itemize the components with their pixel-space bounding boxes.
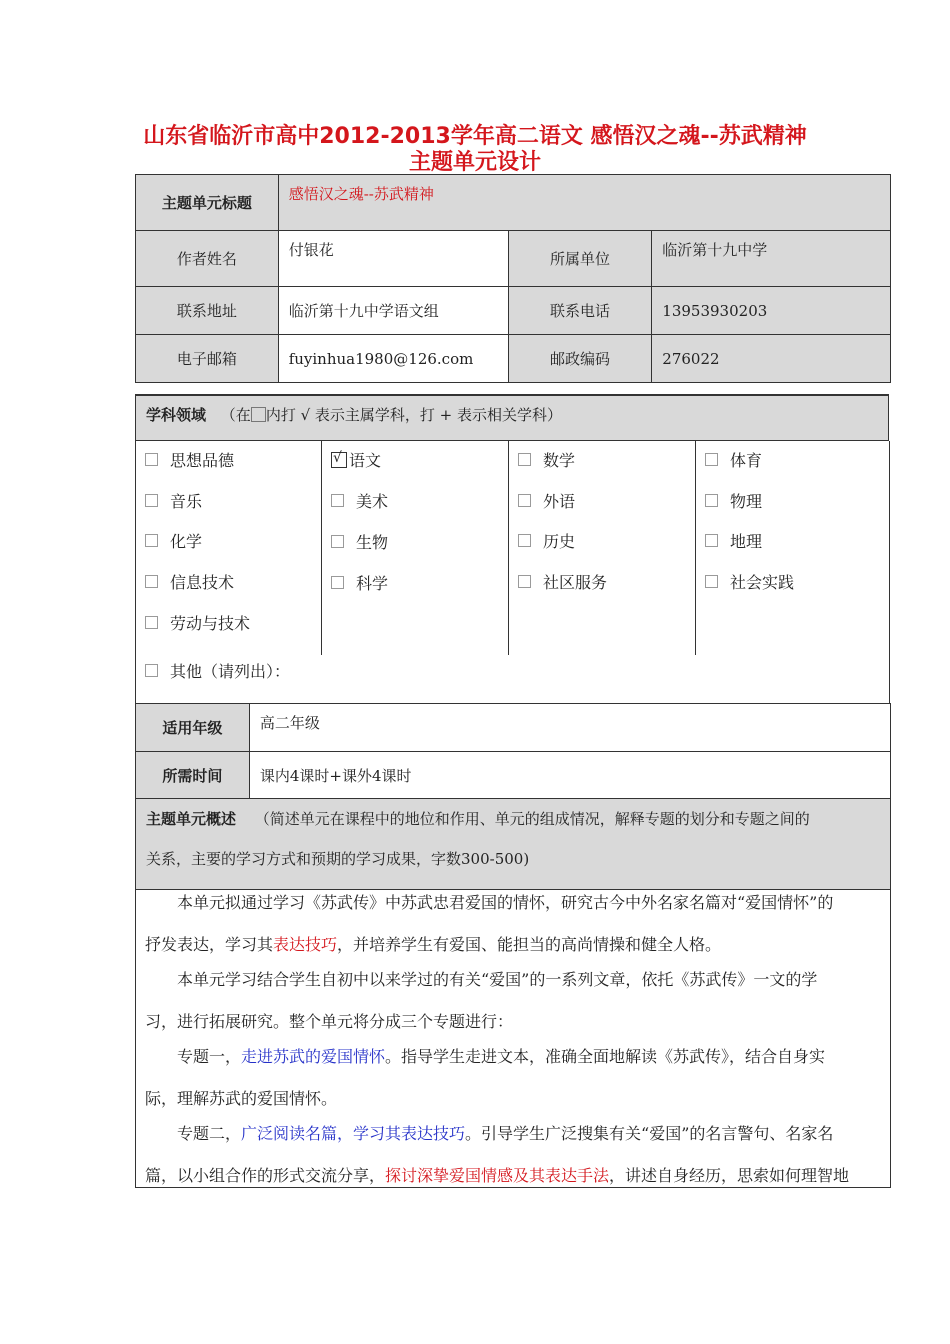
zip-value: 276022: [652, 335, 891, 383]
subject-checkbox-item[interactable]: 社区服务: [518, 573, 607, 593]
subject-checkbox-item[interactable]: 音乐: [145, 492, 202, 512]
body-p1-line1: 本单元拟通过学习《苏武传》中苏武忠君爱国的情怀，研究古今中外名家名篇对“爱国情怀”的: [177, 893, 834, 912]
subject-domain-header: [135, 394, 889, 441]
checkbox-icon[interactable]: [145, 534, 158, 547]
overview-note-line1: （简述单元在课程中的地位和作用、单元的组成情况，解释专题的划分和专题之间的: [254, 810, 810, 828]
unit-label: 所属单位: [508, 231, 652, 287]
subject-col-divider-3: [695, 441, 696, 655]
checkbox-icon[interactable]: [145, 616, 158, 629]
author-value: 付银花: [278, 231, 508, 287]
subject-checkbox-item[interactable]: 历史: [518, 532, 575, 552]
checkbox-icon[interactable]: [145, 575, 158, 588]
info-table: [135, 174, 891, 383]
grade-value: 高二年级: [249, 704, 890, 752]
overview-note-line2: 关系，主要的学习方式和预期的学习成果，字数300-500): [146, 850, 530, 868]
subject-checkbox-item[interactable]: 思想品德: [145, 451, 234, 471]
zip-label: 邮政编码: [508, 335, 652, 383]
subject-checkbox-item[interactable]: 科学: [331, 574, 388, 594]
subject-checkbox-item[interactable]: 生物: [331, 533, 388, 553]
body-p2-line1: 本单元学习结合学生自初中以来学过的有关“爱国”的一系列文章，依托《苏武传》一文的学: [177, 970, 818, 989]
subject-checkbox-item[interactable]: 信息技术: [145, 573, 234, 593]
phone-label: 联系电话: [508, 287, 652, 335]
checkbox-icon[interactable]: [518, 494, 531, 507]
subject-col-divider-2: [508, 441, 509, 655]
checkbox-icon[interactable]: [331, 576, 344, 589]
subject-checkbox-item[interactable]: 数学: [518, 451, 575, 471]
body-p1-line2: 抒发表达，学习其表达技巧，并培养学生有爱国、能担当的高尚情操和健全人格。: [145, 935, 722, 954]
subject-grid-right-border: [889, 441, 890, 704]
body-p4-line1: 专题二，广泛阅读名篇，学习其表达技巧。引导学生广泛搜集有关“爱国”的名言警句、名家名: [177, 1124, 834, 1143]
subject-checkbox-item[interactable]: 物理: [705, 492, 762, 512]
body-p4-line2: 篇，以小组合作的形式交流分享，探讨深挚爱国情感及其表达手法，讲述自身经历，思索如何理智地: [145, 1166, 850, 1185]
subject-checkbox-item[interactable]: 化学: [145, 532, 202, 552]
address-value: 临沂第十九中学语文组: [278, 287, 508, 335]
subject-checkbox-item-checked[interactable]: √语文: [331, 451, 381, 471]
subject-grid-left-border: [135, 441, 136, 704]
phone-value: 13953930203: [652, 287, 891, 335]
topic-value: 感悟汉之魂--苏武精神: [278, 175, 890, 231]
subject-checkbox-item[interactable]: 地理: [705, 532, 762, 552]
email-label: 电子邮箱: [136, 335, 279, 383]
subject-checkbox-item[interactable]: 体育: [705, 451, 762, 471]
empty-box-icon: [251, 407, 266, 422]
checked-checkbox-icon[interactable]: [331, 452, 347, 468]
checkbox-icon[interactable]: [518, 453, 531, 466]
unit-value: 临沂第十九中学: [652, 231, 891, 287]
body-p2-line2: 习，进行拓展研究。整个单元将分成三个专题进行：: [145, 1012, 514, 1031]
grade-time-table: [135, 703, 891, 800]
checkbox-icon[interactable]: [705, 534, 718, 547]
checkbox-icon[interactable]: [705, 453, 718, 466]
overview-header: [135, 798, 891, 890]
checkbox-icon[interactable]: [518, 575, 531, 588]
checkbox-icon[interactable]: [145, 664, 158, 677]
topic-label: 主题单元标题: [136, 175, 279, 231]
checkbox-icon[interactable]: [331, 535, 344, 548]
subject-col-divider-1: [321, 441, 322, 655]
checkbox-icon[interactable]: [331, 494, 344, 507]
subject-checkbox-item[interactable]: 美术: [331, 492, 388, 512]
checkbox-icon[interactable]: [705, 494, 718, 507]
body-p3-line2: 际，理解苏武的爱国情怀。: [145, 1089, 338, 1108]
checkbox-icon[interactable]: [518, 534, 531, 547]
subject-domain-note-pre: （在: [220, 406, 251, 424]
checkbox-icon[interactable]: [145, 453, 158, 466]
subject-checkbox-item[interactable]: 社会实践: [705, 573, 794, 593]
subject-domain-note-post: 内打 √ 表示主属学科，打 + 表示相关学科）: [265, 406, 563, 424]
subject-domain-label: 学科领域: [146, 406, 207, 424]
overview-label: 主题单元概述: [146, 810, 237, 828]
subject-checkbox-item[interactable]: 外语: [518, 492, 575, 512]
grade-label: 适用年级: [136, 704, 250, 752]
address-label: 联系地址: [136, 287, 279, 335]
time-value: 课内4课时+课外4课时: [249, 752, 890, 800]
subject-checkbox-item[interactable]: 劳动与技术: [145, 614, 250, 634]
subject-other-item[interactable]: 其他（请列出）：: [145, 662, 290, 682]
checkbox-icon[interactable]: [705, 575, 718, 588]
author-label: 作者姓名: [136, 231, 279, 287]
body-p3-line1: 专题一，走进苏武的爱国情怀。指导学生走进文本，准确全面地解读《苏武传》，结合自身实: [177, 1047, 826, 1066]
document-title-line2: 主题单元设计: [408, 150, 541, 175]
email-value: fuyinhua1980@126.com: [278, 335, 508, 383]
document-title-line1: 山东省临沂市高中2012-2013学年高二语文 感悟汉之魂--苏武精神: [143, 124, 807, 149]
time-label: 所需时间: [136, 752, 250, 800]
checkbox-icon[interactable]: [145, 494, 158, 507]
